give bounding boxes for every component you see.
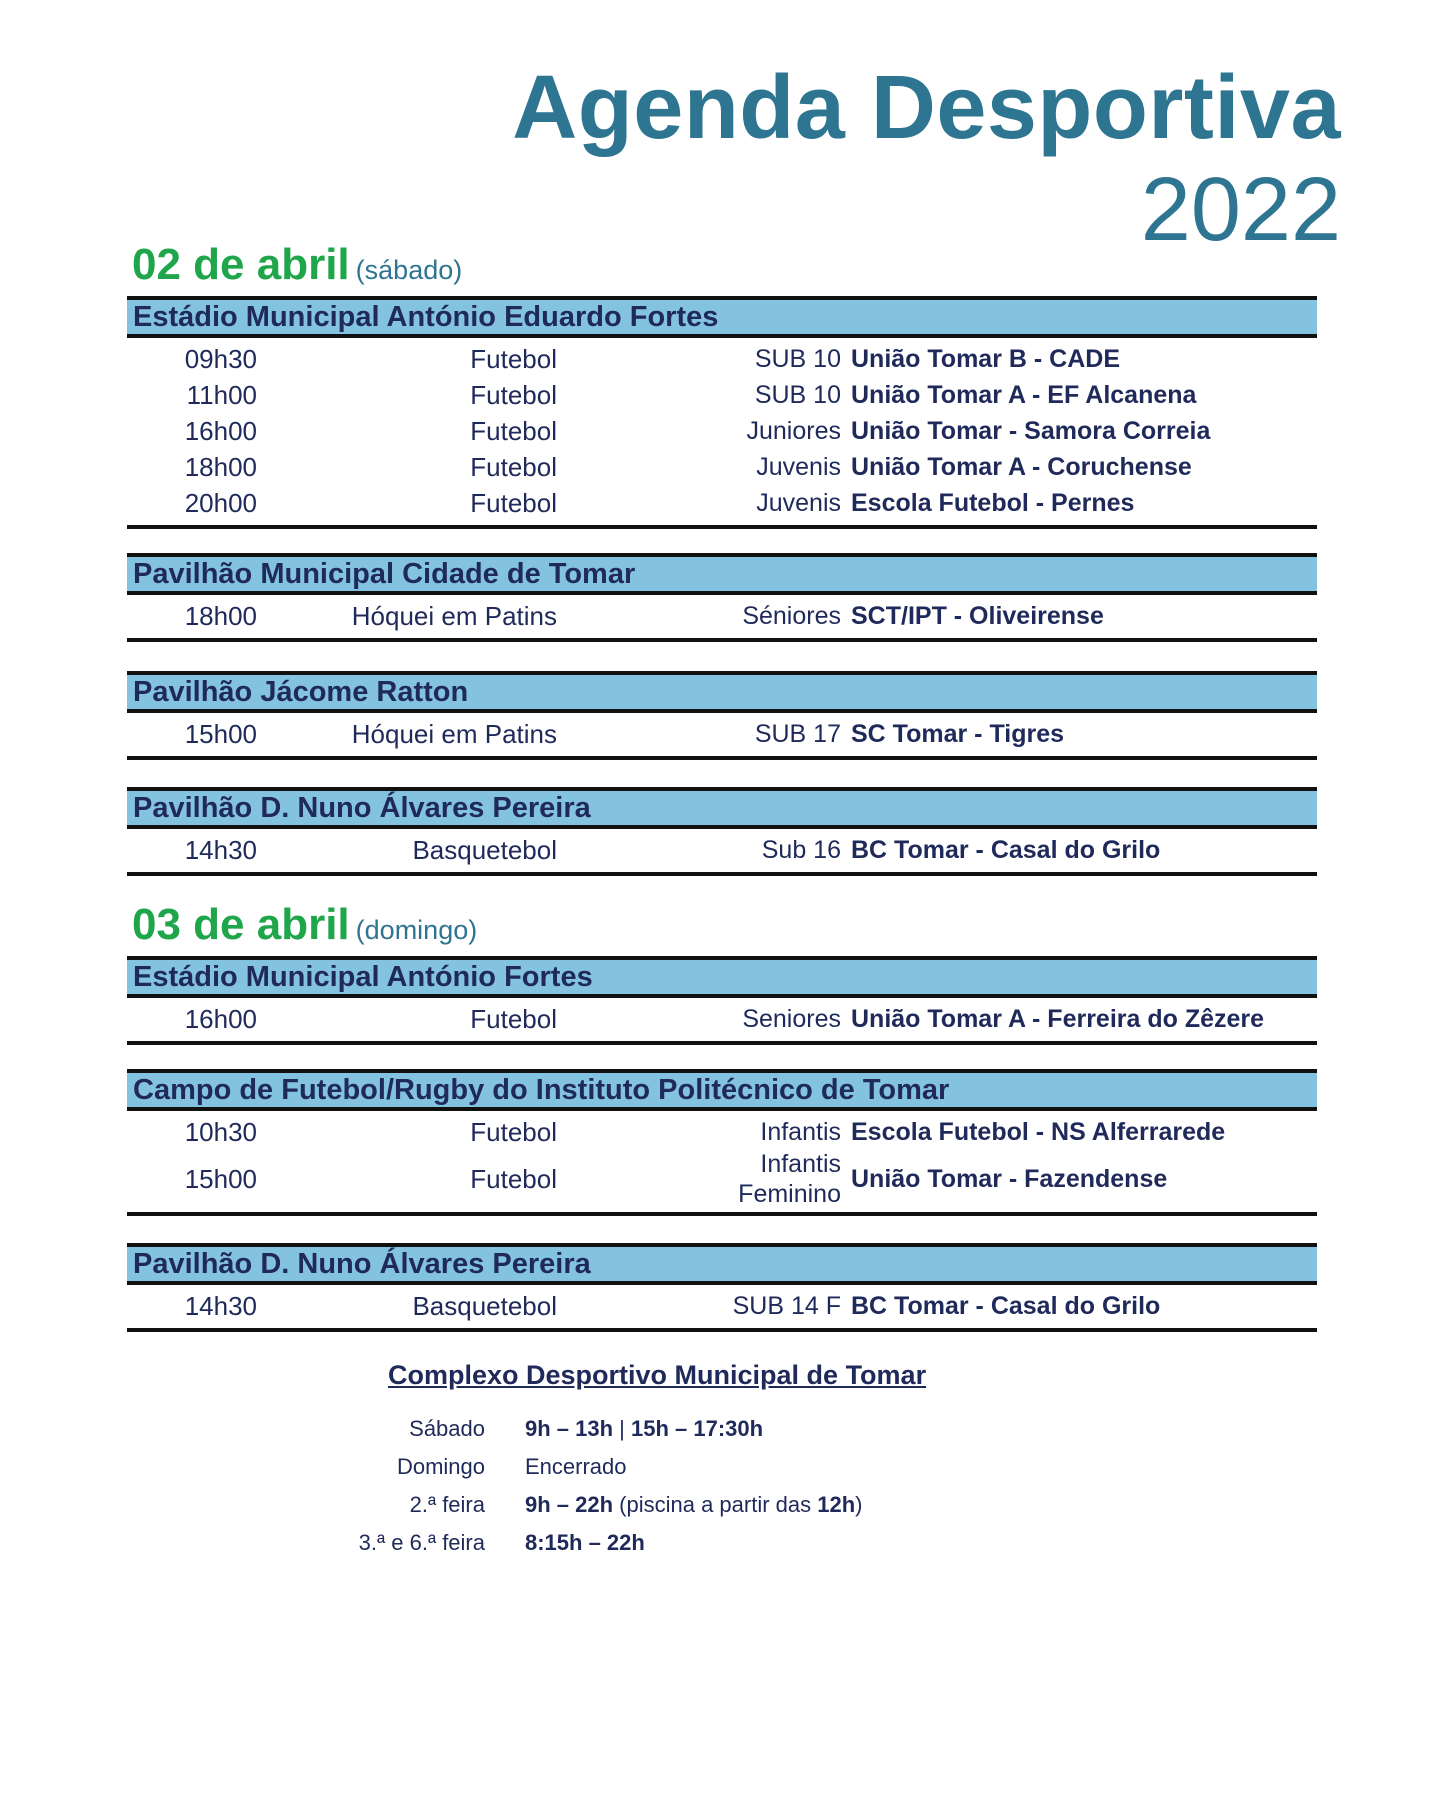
- venue-block: [127, 553, 1317, 642]
- venue-name: Pavilhão Jácome Ratton: [127, 671, 1317, 713]
- event-match: União Tomar - Fazendense: [851, 1164, 1168, 1193]
- event-sport: Hóquei em Patins: [351, 600, 557, 631]
- event-category-line1: Infantis: [760, 1150, 841, 1178]
- event-time: 20h00: [184, 487, 257, 518]
- event-match: Escola Futebol - Pernes: [851, 488, 1135, 517]
- day-date: 03 de abril: [132, 900, 350, 949]
- complex-title: Complexo Desportivo Municipal de Tomar: [388, 1360, 927, 1390]
- event-time: 16h00: [184, 1003, 257, 1034]
- event-time: 09h30: [184, 343, 257, 374]
- event-row: [127, 1150, 1317, 1208]
- page-title: Agenda Desportiva: [512, 58, 1341, 158]
- event-row: [127, 485, 1317, 521]
- event-time: 18h00: [184, 451, 257, 482]
- event-sport: Futebol: [470, 343, 557, 374]
- day-heading-2: [132, 900, 477, 950]
- event-sport: Futebol: [470, 415, 557, 446]
- event-match: BC Tomar - Casal do Grilo: [851, 835, 1161, 864]
- event-match: SC Tomar - Tigres: [851, 719, 1065, 748]
- hours-value: [485, 1416, 763, 1442]
- day-date: 02 de abril: [132, 240, 350, 289]
- event-match: União Tomar B - CADE: [851, 344, 1120, 373]
- venue-name: Pavilhão D. Nuno Álvares Pereira: [127, 787, 1317, 829]
- event-match: Escola Futebol - NS Alferrarede: [851, 1117, 1226, 1146]
- hours-table: [350, 1410, 863, 1562]
- event-time: 10h30: [184, 1116, 257, 1147]
- event-time: 11h00: [186, 379, 257, 410]
- event-row: [127, 1288, 1317, 1324]
- hours-row: [350, 1524, 863, 1562]
- page-year: 2022: [1140, 160, 1341, 260]
- venue-block: [127, 671, 1317, 760]
- event-category: Séniores: [742, 602, 841, 630]
- event-category: Infantis: [760, 1118, 841, 1146]
- venue-block: [127, 1069, 1317, 1216]
- event-match: União Tomar A - Ferreira do Zêzere: [851, 1004, 1265, 1033]
- event-category: Juvenis: [756, 489, 841, 517]
- event-list: [127, 829, 1317, 876]
- event-row: [127, 341, 1317, 377]
- event-category-line2: Feminino: [738, 1180, 841, 1208]
- event-category: [557, 1149, 841, 1209]
- event-sport: Futebol: [470, 379, 557, 410]
- hours-day: 2.ª feira: [409, 1492, 485, 1517]
- venue-block: [127, 296, 1317, 529]
- event-sport: Hóquei em Patins: [351, 718, 557, 749]
- event-sport: Futebol: [470, 1163, 557, 1194]
- hours-day: Domingo: [396, 1454, 485, 1479]
- event-sport: Basquetebol: [412, 834, 557, 865]
- event-list: [127, 1111, 1317, 1216]
- event-time: 14h30: [184, 834, 257, 865]
- event-row: [127, 413, 1317, 449]
- event-time: 16h00: [184, 415, 257, 446]
- venue-name: Estádio Municipal António Eduardo Fortes: [127, 296, 1317, 338]
- venue-name: Pavilhão Municipal Cidade de Tomar: [127, 553, 1317, 595]
- event-row: [127, 377, 1317, 413]
- event-row: [127, 449, 1317, 485]
- event-category: SUB 10: [754, 345, 841, 373]
- hours-value: Encerrado: [525, 1454, 627, 1479]
- event-category: SUB 17: [754, 720, 841, 748]
- event-list: [127, 595, 1317, 642]
- venue-name: Estádio Municipal António Fortes: [127, 956, 1317, 998]
- page-title-block: [512, 60, 1341, 258]
- day-heading-1: [132, 240, 462, 290]
- hours-day: Sábado: [409, 1416, 485, 1441]
- event-list: [127, 713, 1317, 760]
- event-sport: Futebol: [470, 1003, 557, 1034]
- hours-day: 3.ª e 6.ª feira: [358, 1530, 485, 1555]
- event-category: Juniores: [746, 417, 841, 445]
- venue-block: [127, 1243, 1317, 1332]
- hours-note: (piscina a partir das: [613, 1492, 818, 1517]
- day-weekday: (domingo): [355, 915, 478, 945]
- hours-row: [350, 1410, 863, 1448]
- event-row: [127, 598, 1317, 634]
- event-category: Sub 16: [761, 836, 841, 864]
- event-sport: Futebol: [470, 451, 557, 482]
- hours-value: [485, 1492, 863, 1518]
- hours-row: [350, 1486, 863, 1524]
- hours-part: 12h: [817, 1492, 856, 1517]
- hours-part: 9h – 13h: [525, 1416, 614, 1441]
- hours-separator: |: [613, 1416, 631, 1441]
- event-category: SUB 10: [754, 381, 841, 409]
- event-match: União Tomar A - EF Alcanena: [851, 380, 1197, 409]
- event-match: União Tomar A - Coruchense: [851, 452, 1192, 481]
- venue-name: Campo de Futebol/Rugby do Instituto Politécnico de Tomar: [127, 1069, 1317, 1111]
- event-time: 14h30: [184, 1290, 257, 1321]
- event-match: SCT/IPT - Oliveirense: [851, 601, 1104, 630]
- hours-value: 8:15h – 22h: [525, 1530, 645, 1555]
- event-row: [127, 716, 1317, 752]
- event-sport: Futebol: [470, 487, 557, 518]
- event-row: [127, 832, 1317, 868]
- event-sport: Futebol: [470, 1116, 557, 1147]
- event-list: [127, 998, 1317, 1045]
- hours-part: 9h – 22h: [525, 1492, 614, 1517]
- event-row: [127, 1001, 1317, 1037]
- venue-block: [127, 956, 1317, 1045]
- event-category: SUB 14 F: [732, 1292, 841, 1320]
- hours-row: [350, 1448, 863, 1486]
- event-category: Juvenis: [756, 453, 841, 481]
- event-row: [127, 1114, 1317, 1150]
- event-list: [127, 338, 1317, 529]
- hours-note-end: ): [855, 1492, 863, 1517]
- venue-block: [127, 787, 1317, 876]
- event-time: 15h00: [184, 718, 257, 749]
- event-match: BC Tomar - Casal do Grilo: [851, 1291, 1161, 1320]
- event-match: União Tomar - Samora Correia: [851, 416, 1211, 445]
- event-list: [127, 1285, 1317, 1332]
- event-sport: Basquetebol: [412, 1290, 557, 1321]
- event-category: Seniores: [742, 1005, 841, 1033]
- event-time: 18h00: [184, 600, 257, 631]
- day-weekday: (sábado): [355, 255, 463, 285]
- hours-part: 15h – 17:30h: [631, 1416, 764, 1441]
- event-time: 15h00: [184, 1163, 257, 1194]
- venue-name: Pavilhão D. Nuno Álvares Pereira: [127, 1243, 1317, 1285]
